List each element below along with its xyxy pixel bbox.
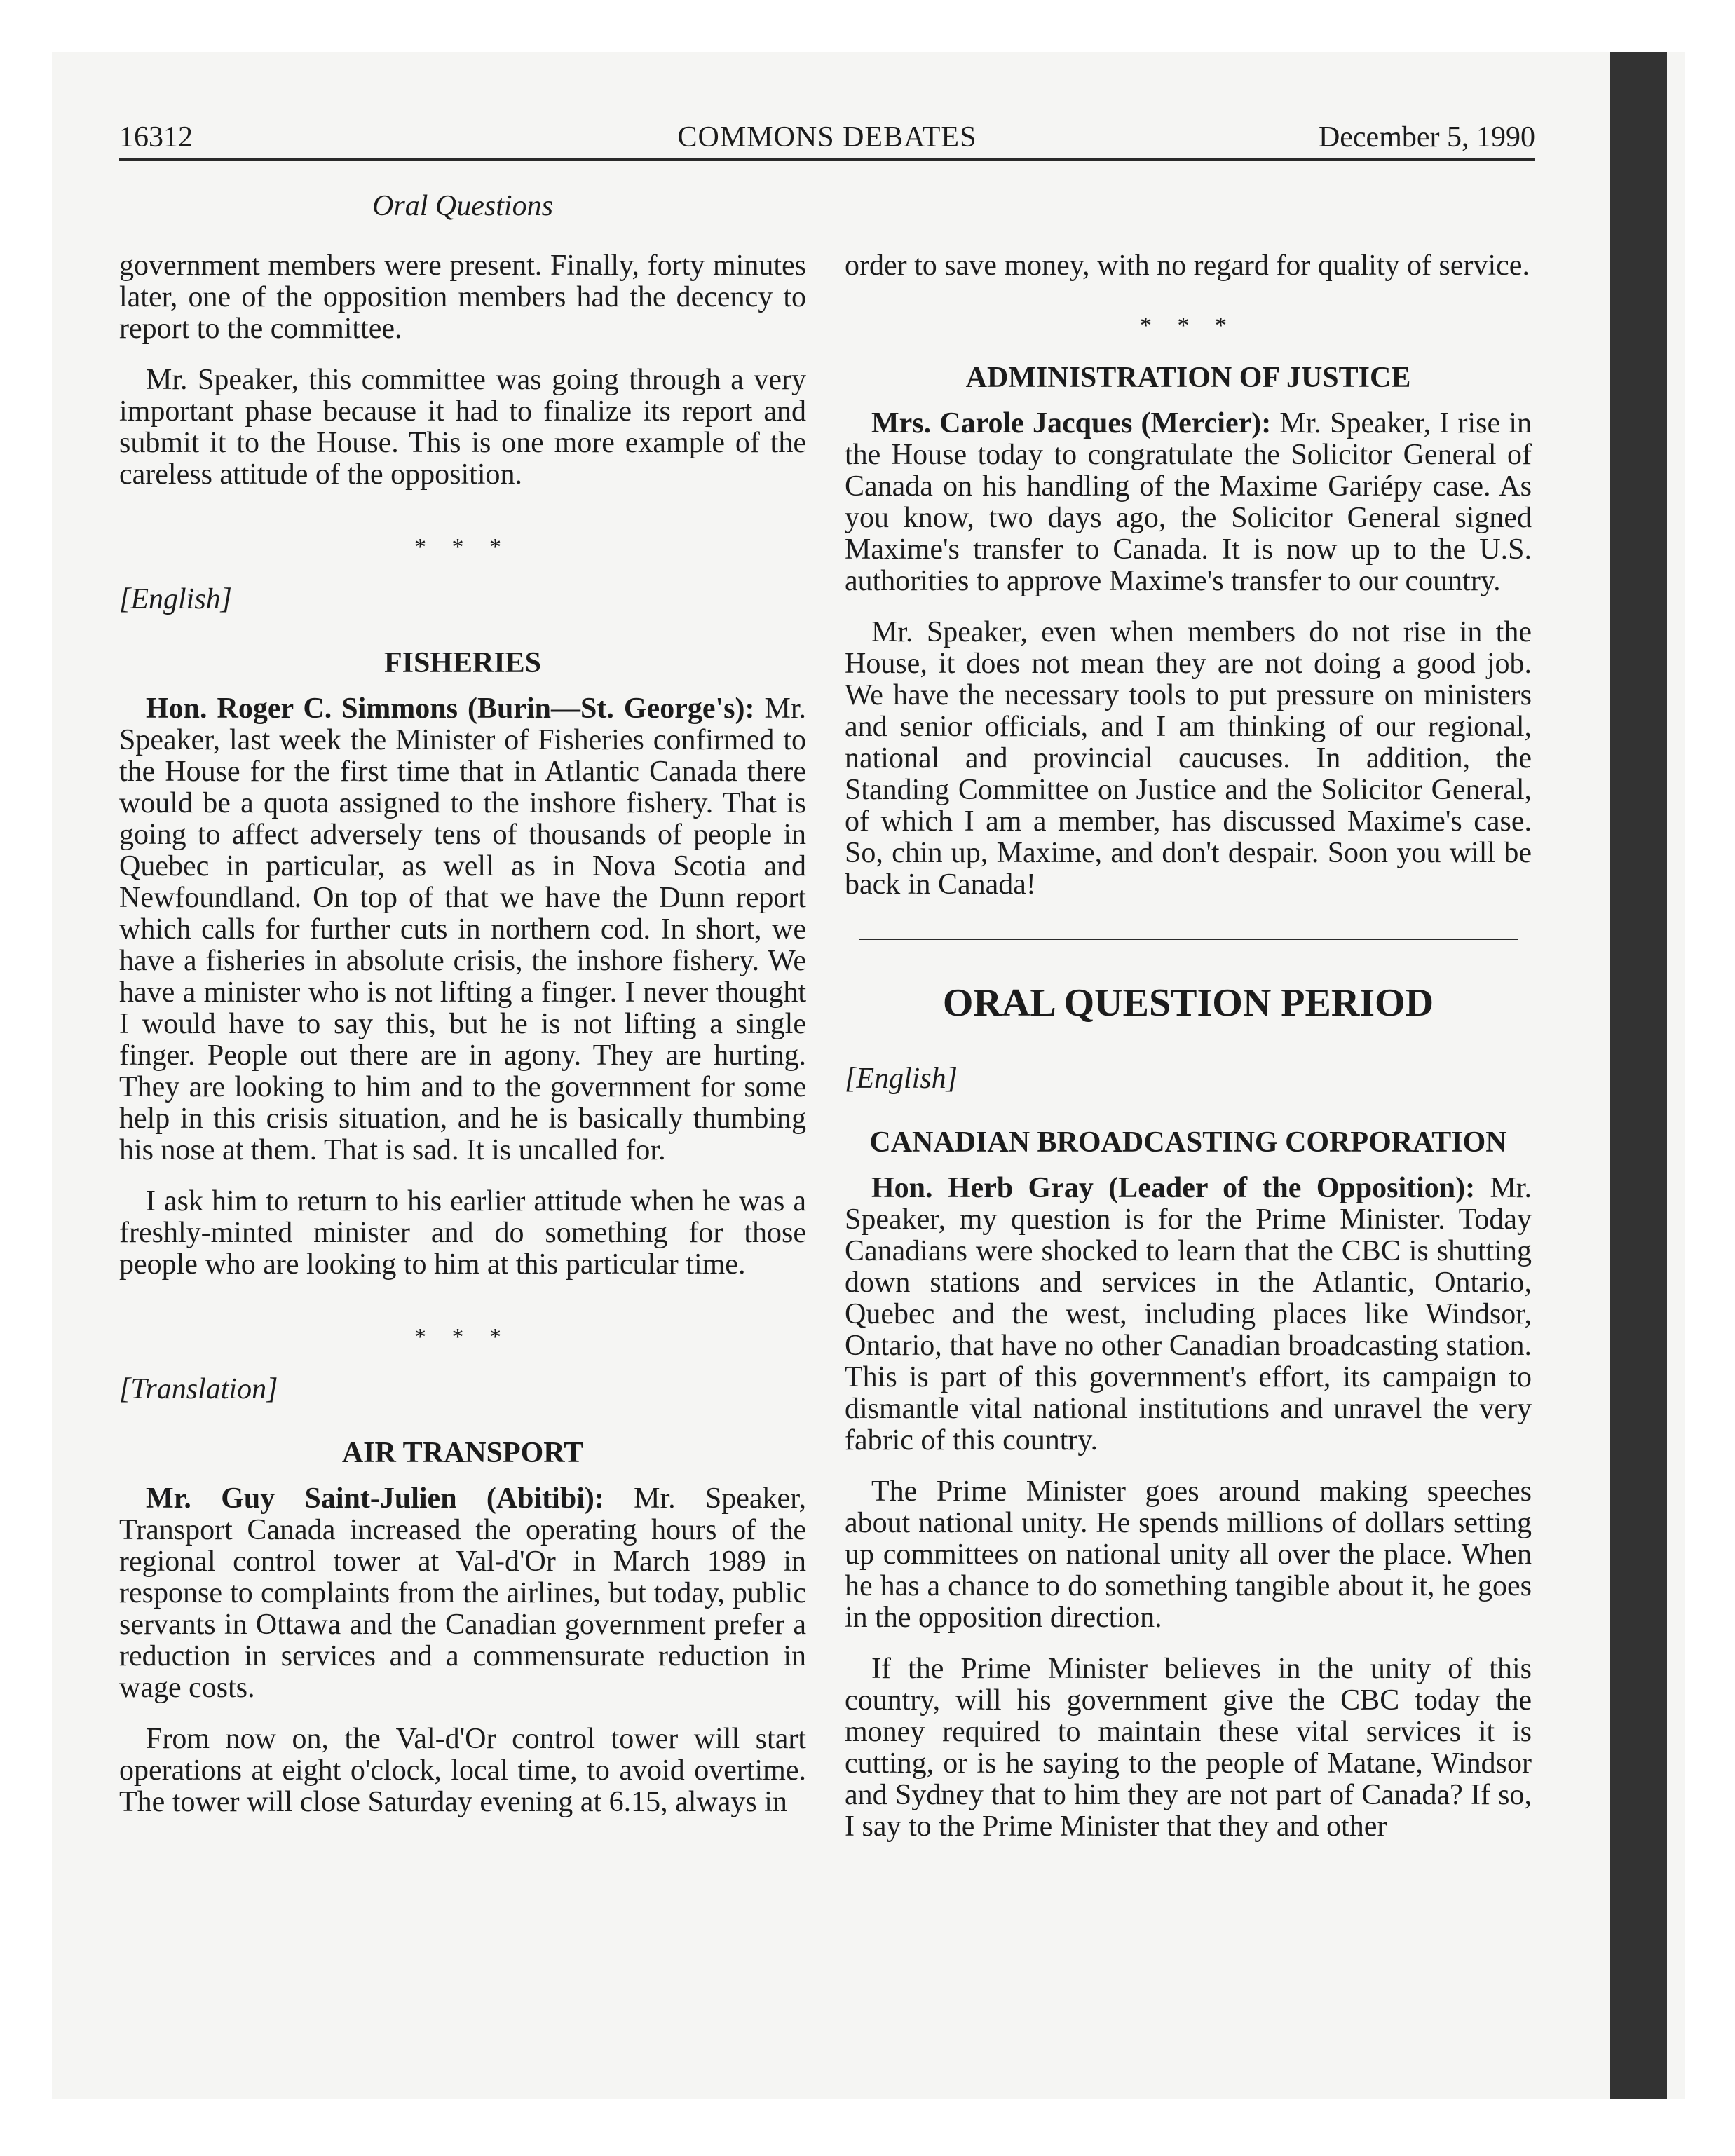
page-date: December 5, 1990 (1318, 121, 1535, 153)
paragraph: government members were present. Finally, forty minutes later, one of the opposition members had the decency to report to the committee. (119, 250, 806, 345)
speaker-name: Mrs. Carole Jacques (Mercier): (871, 407, 1272, 439)
paragraph: The Prime Minister goes around making speeches about national unity. He spends millions of dollars setting up committees on national unity all over the place. When he has a chance to do something tangible about it, he goes in the opposition direction. (845, 1475, 1532, 1634)
paragraph: Mr. Speaker, even when members do not rise in the House, it does not mean they are not doing a good job. We have the necessary tools to put pressure on ministers and senior officials, and I am thinking of our regional, national and provincial caucuses. In addition, the Standing Committee on Justice and the Solicitor General, of which I am a member, has discussed Maxime's case. So, chin up, Maxime, and don't despair. Soon you will be back in Canada! (845, 616, 1532, 901)
scan-edge-shadow (1610, 52, 1667, 2099)
speech-text: Mr. Speaker, Transport Canada increased the operating hours of the regional control tower at Val-d'Or in March 1989 in response to complaints from the airlines, but today, public servants in Ottawa and the Canadian government prefer a reduction in services and a commensurate reduction in wage costs. (119, 1482, 807, 1704)
major-heading: ORAL QUESTION PERIOD (942, 981, 1434, 1025)
section-heading: AIR TRANSPORT (341, 1437, 584, 1469)
speech-text: Mr. Speaker, I rise in the House today to congratulate the Solicitor General of Canada on his handling of the Maxime Gariépy case. As you know, two days ago, the Solicitor General signed Maxime's transfer to Canada. It is now up to the U.S. authorities to approve Maxime's transfer to our country. (845, 407, 1532, 597)
section-separator: * * * (414, 1324, 511, 1350)
page-number: 16312 (119, 121, 193, 153)
speech-paragraph (119, 1483, 806, 1704)
header-rule (119, 158, 1535, 161)
publication-title: COMMONS DEBATES (677, 121, 977, 153)
section-heading: CANADIAN BROADCASTING CORPORATION (869, 1126, 1507, 1159)
speech-paragraph (119, 693, 806, 1166)
speaker-name: Hon. Herb Gray (Leader of the Opposition): (871, 1172, 1476, 1204)
speech-paragraph (845, 1173, 1532, 1456)
section-separator: * * * (414, 534, 511, 560)
right-column (845, 191, 1532, 1843)
running-head: Oral Questions (372, 190, 553, 222)
paragraph: Mr. Speaker, this committee was going through a very important phase because it had to finalize its report and submit it to the House. This is one more example of the careless attitude of the opposition. (119, 364, 806, 491)
section-rule (859, 939, 1518, 940)
language-tag: [English] (119, 583, 233, 615)
section-separator: * * * (1140, 313, 1237, 339)
left-column (119, 191, 806, 1818)
language-tag: [Translation] (119, 1373, 278, 1405)
paragraph: If the Prime Minister believes in the unity of this country, will his government give the CBC today the money required to maintain these vital services it is cutting, or is he saying to the people of Matane, Windsor and Sydney that to him they are not part of Canada? If so, I say to the Prime Minister that they and other (845, 1653, 1532, 1843)
speaker-name: Mr. Guy Saint-Julien (Abitibi): (146, 1482, 604, 1515)
speech-text: Mr. Speaker, my question is for the Prime Minister. Today Canadians were shocked to learn that the CBC is shutting down stations and services in the Atlantic, Ontario, Quebec and the west, including places like Windsor, Ontario, that have no other Canadian broadcasting station. This is part of this government's effort, its campaign to dismantle vital national institutions and unravel the very fabric of this country. (845, 1172, 1532, 1456)
section-heading: FISHERIES (383, 647, 542, 679)
paragraph: I ask him to return to his earlier attitude when he was a freshly-minted minister and do something for those people who are looking to him at this particular time. (119, 1185, 806, 1281)
paragraph: From now on, the Val-d'Or control tower will start operations at eight o'clock, local time, to avoid overtime. The tower will close Saturday evening at 6.15, always in (119, 1723, 806, 1818)
speech-text: Mr. Speaker, last week the Minister of Fisheries confirmed to the House for the first time that in Atlantic Canada there would be a quota assigned to the inshore fishery. That is going to affect adversely tens of thousands of people in Quebec in particular, as well as in Nova Scotia and Newfoundland. On top of that we have the Dunn report which calls for further cuts in northern cod. In short, we have a fisheries in absolute crisis, the inshore fishery. We have a minister who is not lifting a finger. I never thought I would have to say this, but he is not lifting a single finger. People out there are in agony. They are hurting. They are looking to him and to the government for some help in this crisis situation, and he is basically thumbing his nose at them. That is sad. It is uncalled for. (119, 692, 807, 1166)
speaker-name: Hon. Roger C. Simmons (Burin—St. George's): (146, 692, 755, 725)
paragraph: order to save money, with no regard for quality of service. (845, 250, 1530, 282)
language-tag: [English] (845, 1063, 958, 1095)
speech-paragraph (845, 408, 1532, 597)
section-heading: ADMINISTRATION OF JUSTICE (965, 362, 1411, 394)
page-header (119, 116, 1535, 160)
